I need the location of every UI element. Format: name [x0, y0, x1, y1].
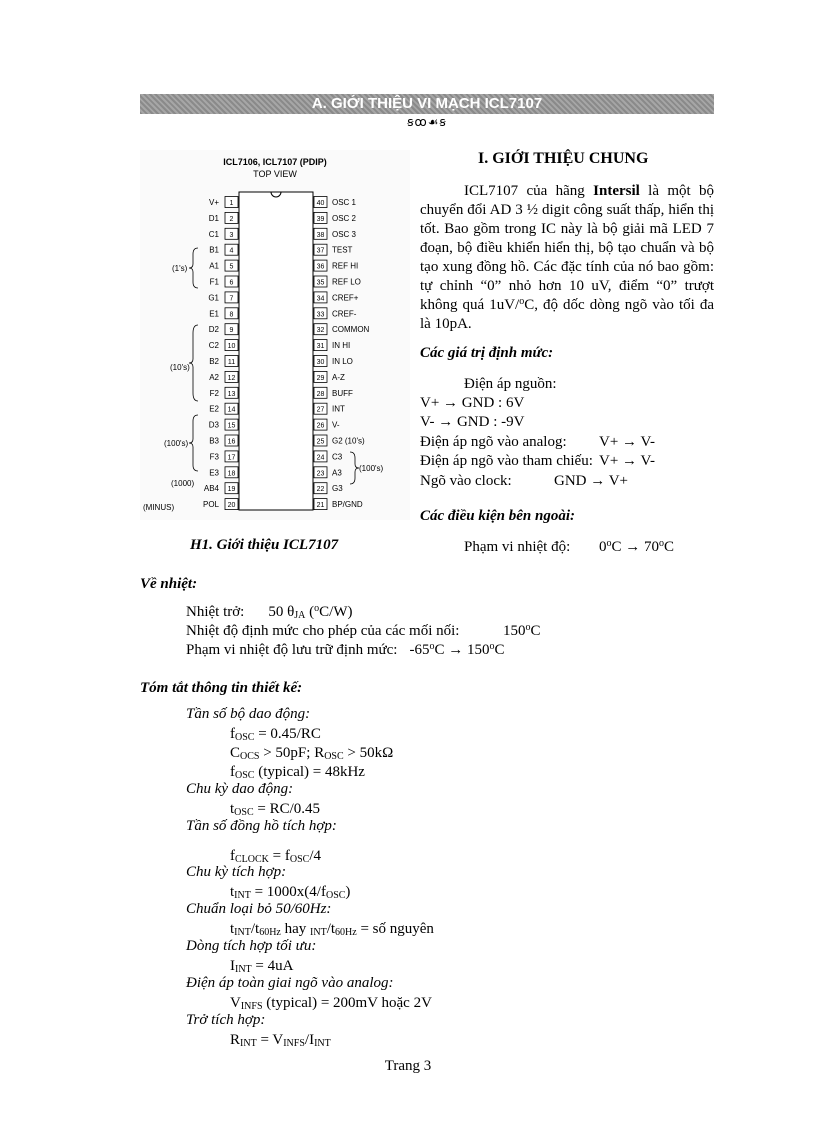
pin-number-right: 24	[316, 454, 325, 462]
rint-formula: $R_{INT} = V_{INFS}/I_{INT}$	[230, 1032, 331, 1049]
pin-label-left: F1	[209, 277, 219, 287]
pin-number-right: 23	[316, 470, 325, 478]
right-pins	[314, 197, 370, 510]
pin-label-right: BUFF	[332, 388, 353, 398]
pin-number-left: 14	[227, 406, 236, 414]
pin-number-right: 34	[316, 295, 325, 303]
pin-label-right: REF HI	[332, 261, 359, 271]
ratings-vplus: V+ → GND : 6V	[420, 395, 525, 411]
pin-label-left: F2	[209, 388, 219, 398]
figure-subtitle: TOP VIEW	[253, 169, 297, 179]
pin-number-right: 30	[316, 359, 325, 366]
external-title: Các điều kiện bên ngoài:	[420, 508, 576, 524]
pin-number-left: 12	[227, 374, 236, 382]
pin-number-right: 26	[316, 422, 325, 430]
pin-label-right: IN LO	[332, 357, 353, 366]
pin-label-left: POL	[202, 500, 219, 510]
pin-number-left: 18	[227, 470, 236, 478]
pinout-figure	[140, 150, 410, 520]
pin-number-left: 7	[229, 295, 234, 303]
pin-label-right: G3	[332, 484, 343, 494]
left-pins	[203, 197, 238, 510]
pin-label-left: E1	[209, 309, 219, 319]
brace-tens	[189, 325, 198, 401]
pin-label-left: D3	[208, 420, 219, 430]
pin-number-right: 29	[316, 374, 325, 382]
group-hundreds-label: (100's)	[164, 439, 189, 448]
intro-degree: o	[519, 296, 525, 307]
ratings-title: Các giá trị định mức:	[420, 345, 554, 361]
thousands-label: (1000)	[171, 479, 195, 488]
intro-paragraph	[420, 182, 714, 334]
pin-number-left: 10	[227, 343, 236, 351]
pin-label-left: B3	[209, 436, 219, 446]
pinout-diagram	[140, 150, 410, 520]
figure-title: ICL7106, ICL7107 (PDIP)	[223, 157, 327, 167]
ratings-vminus: V- → GND : -9V	[420, 414, 525, 430]
brace-ones	[189, 248, 198, 288]
pin-label-left: A2	[209, 372, 219, 382]
osc-freq-title: Tần số bộ dao động:	[186, 706, 311, 722]
figure-caption: H1. Giới thiệu ICL7107	[190, 537, 339, 553]
design-title: Tóm tắt thông tin thiết kế:	[140, 680, 303, 696]
pin-number-left: 2	[229, 215, 234, 223]
pin-number-left: 20	[227, 502, 236, 510]
pin-label-right: IN HI	[332, 341, 351, 351]
pin-number-left: 3	[229, 231, 234, 239]
pin-label-left: D2	[208, 325, 219, 335]
cosc-rosc-formula: $C_{OCS} > 50pF$; $R_{OSC} > 50k\Omega$	[230, 745, 394, 762]
pin-label-right: A3	[332, 468, 342, 478]
pin-label-right: COMMON	[332, 325, 370, 335]
pin-label-left: A1	[209, 261, 219, 271]
temp-range-label: Phạm vi nhiệt độ:	[464, 539, 571, 555]
pin-label-left: D1	[208, 213, 219, 223]
osc-cycle-title: Chu kỳ dao động:	[186, 781, 294, 797]
pin-label-right: BP/GND	[332, 500, 363, 510]
pin-number-right: 35	[316, 279, 325, 287]
iint-formula: $I_{INT} = 4uA$	[230, 958, 294, 975]
pin-number-right: 27	[316, 406, 325, 414]
pin-number-left: 8	[229, 311, 234, 319]
pin-label-right: A-Z	[332, 372, 345, 382]
ratings-analog-label: Điện áp ngõ vào analog:	[420, 434, 567, 450]
thermal-junction-value: 150$^o$C	[503, 622, 541, 639]
clock-freq-title: Tần số đồng hồ tích hợp:	[186, 818, 337, 834]
pin-label-right: C3	[332, 452, 343, 462]
fosc-typical: $f_{OSC}$ (typical) = 48kHz	[230, 764, 365, 781]
ratings-analog-value: V+ → V-	[599, 434, 655, 450]
intro-text-lead: ICL7107 của hãng	[464, 183, 594, 199]
pin-number-left: 9	[229, 327, 234, 335]
pin-label-right: CREF-	[332, 309, 357, 319]
group-tens-label: (10's)	[170, 363, 190, 372]
brace-hundreds-right	[350, 452, 359, 484]
pin-number-right: 21	[316, 502, 325, 510]
ratings-clock-value: GND → V+	[554, 473, 629, 489]
pin-label-left: E3	[209, 468, 219, 478]
pin-number-right: 38	[316, 231, 325, 239]
pin-label-right: REF LO	[332, 277, 361, 287]
pin-label-left: B2	[209, 357, 219, 366]
tosc-formula: $t_{OSC} = RC/0.45$	[230, 801, 321, 818]
int-cycle-title: Chu kỳ tích hợp:	[186, 864, 287, 880]
pin-number-left: 4	[229, 247, 234, 255]
group-ones-label: (1's)	[172, 264, 188, 273]
fosc-formula: $f_{OSC} = 0.45/RC$	[230, 726, 321, 743]
int-current-title: Dòng tích hợp tối ưu:	[186, 938, 317, 954]
reject-formula: $t_{INT}/t_{60Hz}$ hay $_{INT}/t_{60Hz}$ = số nguyên	[230, 921, 434, 938]
pin-label-left: F3	[209, 452, 219, 462]
pin-label-left: C2	[208, 341, 219, 351]
pin-label-right: V-	[332, 420, 340, 430]
pin-number-right: 40	[316, 200, 325, 207]
thermal-storage: Phạm vi nhiệt độ lưu trữ định mức: $-65^oC \to 150^oC$	[186, 641, 505, 658]
pin-number-left: 5	[229, 263, 234, 271]
ratings-supply: Điện áp nguồn:	[464, 376, 557, 392]
thermal-title: Về nhiệt:	[140, 576, 198, 592]
thermal-resistance: Nhiệt trở: 50 $\theta_{JA}$ ($^o$C/W)	[186, 603, 353, 621]
page-number: Trang 3	[384, 1058, 432, 1074]
pin-number-left: 13	[227, 390, 236, 398]
ratings-ref-value: V+ → V-	[599, 453, 655, 469]
thermal-junction-label: Nhiệt độ định mức cho phép của các mối nối:	[186, 623, 460, 639]
ornament-divider: ꞩꝏ☙ꞩ	[407, 115, 447, 129]
pin-label-right: CREF+	[332, 293, 359, 303]
pin-label-left: C1	[208, 229, 219, 239]
pin-number-right: 22	[316, 486, 325, 494]
pin-number-left: 11	[227, 359, 236, 366]
ic-body	[239, 192, 313, 510]
pin-number-left: 16	[227, 438, 236, 446]
intro-text-rest: là một bộ chuyển đổi AD 3 ½ digit công suất thấp, hiển thị tốt. Bao gồm trong IC này là bộ giải mã LED 7 đoạn, bộ điều khiển hiển thị, bộ tạo chuẩn và bộ tạo xung đồng hồ. Các đặc tính của nó bao gồm: tự chỉnh “0” nhỏ hơn 10 uV, điểm “0” trượt không quá 1uV/	[420, 183, 714, 313]
pin-number-left: 17	[227, 454, 236, 462]
intro-title: I. GIỚI THIỆU CHUNG	[478, 150, 649, 167]
tint-formula: $t_{INT} = 1000x(4/f_{OSC})$	[230, 884, 351, 901]
pin-label-left: AB4	[203, 484, 219, 494]
pin-number-right: 25	[316, 438, 325, 446]
pin-number-right: 28	[316, 390, 325, 398]
pin-label-right: G2 (10's)	[332, 436, 365, 446]
vinfs-formula: $V_{INFS}$ (typical) = 200mV hoặc 2V	[230, 995, 432, 1012]
pin-label-right: OSC 1	[332, 198, 357, 207]
pin-number-left: 6	[229, 279, 234, 287]
pin-label-left: G1	[208, 293, 219, 303]
temp-range-value: $0^oC \to 70^oC$	[599, 538, 675, 555]
fclock-formula: $f_{CLOCK} = f_{OSC}/4$	[230, 848, 321, 865]
pin-number-right: 33	[316, 311, 325, 319]
section-banner: A. GIỚI THIỆU VI MẠCH ICL7107	[140, 94, 714, 114]
full-scale-title: Điện áp toàn giai ngõ vào analog:	[186, 975, 394, 991]
pin-number-right: 39	[316, 215, 325, 223]
pin-label-right: OSC 2	[332, 213, 357, 223]
intro-brand: Intersil	[593, 183, 640, 199]
pin-number-right: 36	[316, 263, 325, 271]
pin-number-left: 19	[227, 486, 236, 494]
pin-label-left: E2	[209, 404, 219, 414]
pin-number-right: 37	[316, 247, 325, 255]
ratings-ref-label: Điện áp ngõ vào tham chiếu:	[420, 453, 593, 469]
intro-text-end: C, độ dốc dòng ngõ vào tối đa là 10pA.	[420, 297, 714, 332]
pin-number-left: 15	[227, 422, 236, 430]
pin-label-right: OSC 3	[332, 229, 357, 239]
minus-label: (MINUS)	[143, 503, 175, 512]
pin-label-left: B1	[209, 245, 219, 255]
brace-hundreds	[189, 415, 198, 471]
pin-label-left: V+	[208, 198, 219, 207]
pin-number-right: 32	[316, 327, 325, 335]
pin-number-right: 31	[316, 343, 325, 351]
pin-label-right: INT	[332, 404, 345, 414]
group-hundreds-right-label: (100's)	[359, 464, 384, 473]
int-resist-title: Trở tích hợp:	[186, 1012, 266, 1028]
ratings-clock-label: Ngõ vào clock:	[420, 473, 512, 489]
reject-title: Chuẩn loại bỏ 50/60Hz:	[186, 901, 332, 917]
pin-label-right: TEST	[332, 245, 353, 255]
pin-number-left: 1	[229, 200, 234, 207]
